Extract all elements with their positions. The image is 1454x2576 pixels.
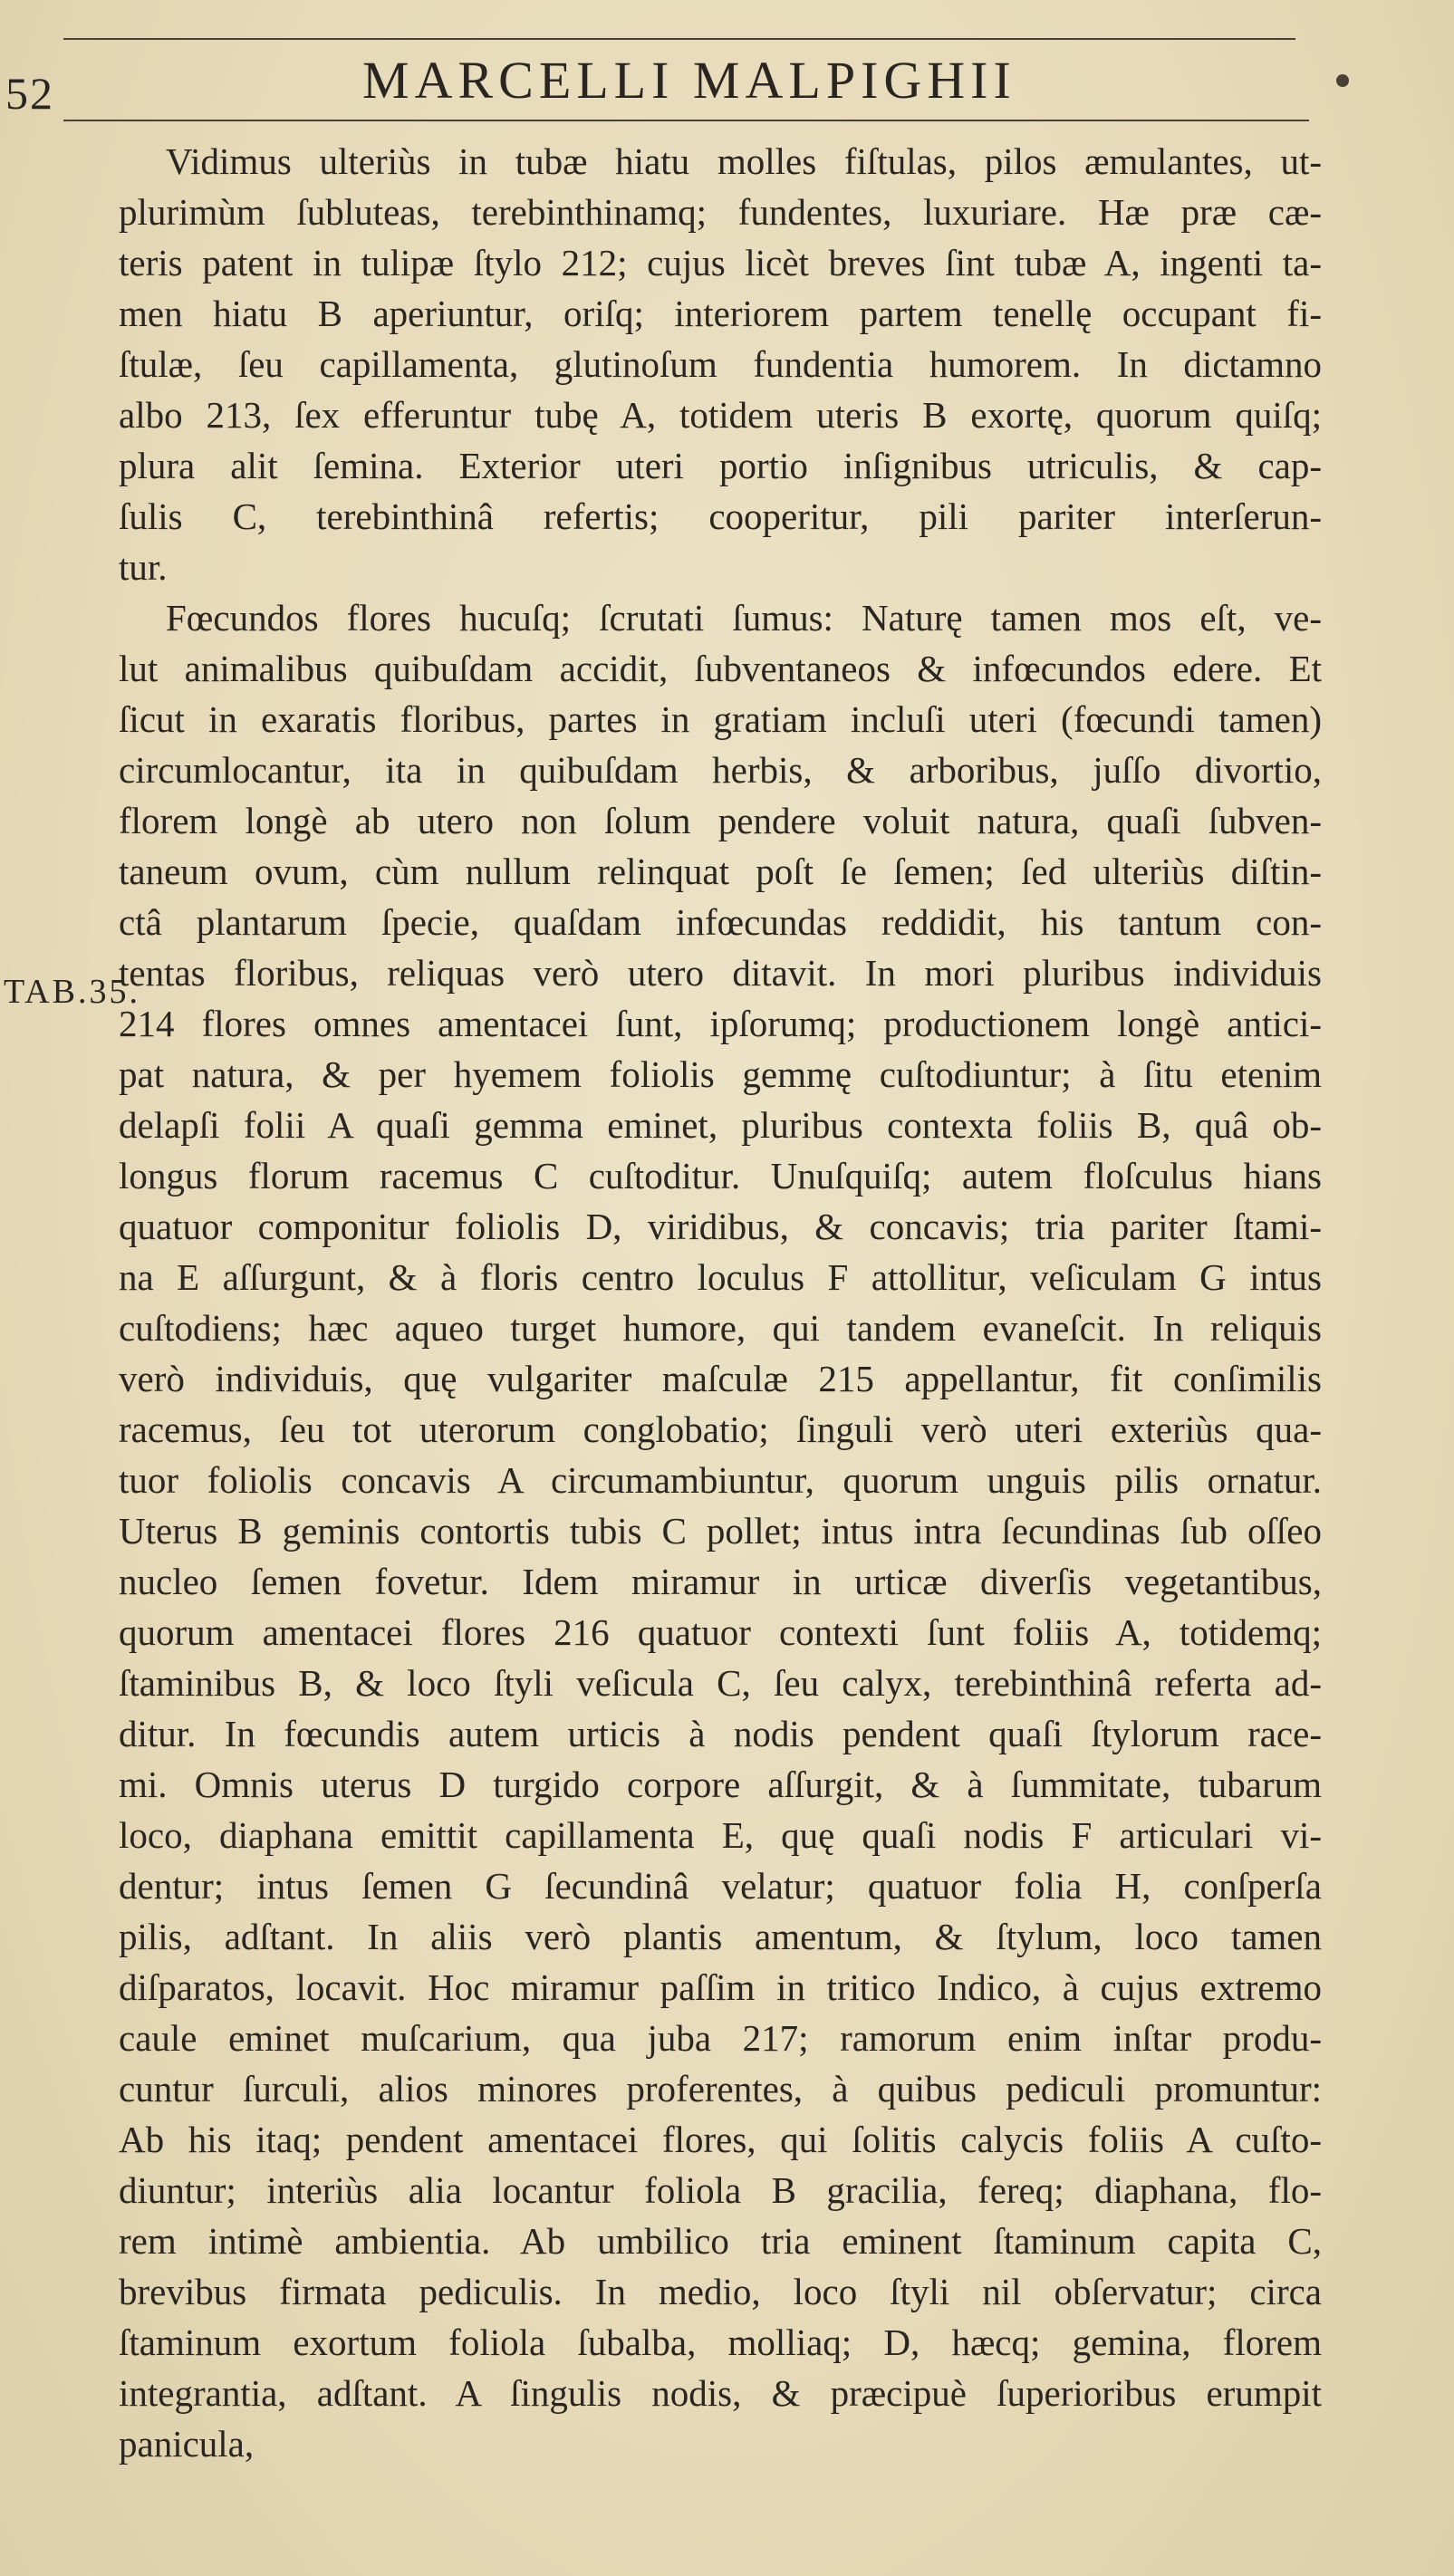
text-line: teris patent in tulipæ ſtylo 212; cujus licèt breves ſint tubæ A, ingenti ta- xyxy=(119,242,1322,284)
text-line: plurimùm ſubluteas, terebinthinamq; fundentes, luxuriare. Hæ præ cæ- xyxy=(119,191,1322,233)
running-head: MARCELLI MALPIGHII xyxy=(362,51,1016,110)
text-line: tuor foliolis concavis A circumambiuntur, quorum unguis pilis ornatur. xyxy=(119,1459,1322,1501)
text-line: delapſi folii A quaſi gemma eminet, pluribus contexta foliis B, quâ ob- xyxy=(119,1104,1322,1146)
text-line: quatuor componitur foliolis D, viridibus, & concavis; tria pariter ſtami- xyxy=(119,1206,1322,1247)
text-line: ſicut in exaratis floribus, partes in gratiam incluſi uteri (fœcundi tamen) xyxy=(119,698,1322,740)
text-line: diſparatos, locavit. Hoc miramur paſſim in tritico Indico, à cujus extremo xyxy=(119,1966,1322,2008)
text-line: cuntur ſurculi, alios minores proferentes, à quibus pediculi promuntur: xyxy=(119,2068,1322,2110)
text-line: ſtaminum exortum foliola ſubalba, molliaq; D, hæcq; gemina, florem xyxy=(119,2321,1322,2363)
text-line: Ab his itaq; pendent amentacei flores, qui ſolitis calycis foliis A cuſto- xyxy=(119,2119,1322,2160)
text-line: ſtulæ, ſeu capillamenta, glutinoſum fundentia humorem. In dictamno xyxy=(119,343,1322,385)
text-line: ctâ plantarum ſpecie, quaſdam infœcundas reddidit, his tantum con- xyxy=(119,901,1322,943)
text-line: mi. Omnis uterus D turgido corpore aſſurgit, & à ſummitate, tubarum xyxy=(119,1764,1322,1805)
text-line: florem longè ab utero non ſolum pendere voluit natura, quaſi ſubven- xyxy=(119,800,1322,841)
text-line: ſulis C, terebinthinâ refertis; cooperitur, pili pariter interſerun- xyxy=(119,495,1322,537)
text-line: na E aſſurgunt, & à floris centro loculus F attollitur, veſiculam G intus xyxy=(119,1256,1322,1298)
text-line: Vidimus ulteriùs in tubæ hiatu molles fiſtulas, pilos æmulantes, ut- xyxy=(166,140,1322,182)
text-line: tentas floribus, reliquas verò utero ditavit. In mori pluribus individuis xyxy=(119,952,1322,994)
text-line: ditur. In fœcundis autem urticis à nodis pendent quaſi ſtylorum race- xyxy=(119,1713,1322,1754)
text-line: Fœcundos flores hucuſq; ſcrutati ſumus: Naturę tamen mos eſt, ve- xyxy=(166,597,1322,639)
text-line: caule eminet muſcarium, qua juba 217; ramorum enim inſtar produ- xyxy=(119,2017,1322,2059)
text-line: longus florum racemus C cuſtoditur. Unuſquiſq; autem floſculus hians xyxy=(119,1155,1322,1197)
text-line: ſtaminibus B, & loco ſtyli veſicula C, ſeu calyx, terebinthinâ referta ad- xyxy=(119,1662,1322,1704)
text-line: quorum amentacei flores 216 quatuor contexti ſunt foliis A, totidemq; xyxy=(119,1611,1322,1653)
text-line: verò individuis, quę vulgariter maſculæ 215 appellantur, fit conſimilis xyxy=(119,1358,1322,1399)
text-line: loco, diaphana emittit capillamenta E, quę quaſi nodis F articulari vi- xyxy=(119,1814,1322,1856)
text-line: diuntur; interiùs alia locantur foliola B gracilia, fereq; diaphana, flo- xyxy=(119,2169,1322,2211)
text-line: circumlocantur, ita in quibuſdam herbis, & arboribus, juſſo divortio, xyxy=(119,749,1322,791)
text-line: Uterus B geminis contortis tubis C pollet; intus intra ſecundinas ſub oſſeo xyxy=(119,1510,1322,1552)
text-line: pilis, adſtant. In aliis verò plantis amentum, & ſtylum, loco tamen xyxy=(119,1916,1322,1957)
text-line: tur. xyxy=(119,546,168,588)
text-line: brevibus firmata pediculis. In medio, loco ſtyli nil obſervatur; circa xyxy=(119,2271,1322,2312)
text-line: pat natura, & per hyemem foliolis gemmę cuſtodiuntur; à ſitu etenim xyxy=(119,1053,1322,1095)
top-rule xyxy=(63,38,1295,40)
text-line: dentur; intus ſemen G ſecundinâ velatur; quatuor folia H, conſperſa xyxy=(119,1865,1322,1907)
text-line: racemus, ſeu tot uterorum conglobatio; ſinguli verò uteri exteriùs qua- xyxy=(119,1408,1322,1450)
text-line: cuſtodiens; hæc aqueo turget humore, qui tandem evaneſcit. In reliquis xyxy=(119,1307,1322,1349)
text-line: nucleo ſemen fovetur. Idem miramur in urticæ diverſis vegetantibus, xyxy=(119,1561,1322,1602)
page-number: 52 xyxy=(5,68,54,119)
text-line: 214 flores omnes amentacei ſunt, ipſorumq; productionem longè antici- xyxy=(119,1003,1322,1044)
margin-note: TAB.35. xyxy=(4,973,140,1011)
ornament-dot xyxy=(1336,74,1349,87)
text-line: taneum ovum, cùm nullum relinquat poſt ſe ſemen; ſed ulteriùs diſtin- xyxy=(119,851,1322,892)
text-line: albo 213, ſex efferuntur tubę A, totidem uteris B exortę, quorum quiſq; xyxy=(119,394,1322,436)
text-line: men hiatu B aperiuntur, oriſq; interiorem partem tenellę occupant fi- xyxy=(119,293,1322,334)
text-line: plura alit ſemina. Exterior uteri portio inſignibus utriculis, & cap- xyxy=(119,445,1322,486)
text-line: lut animalibus quibuſdam accidit, ſubventaneos & infœcundos edere. Et xyxy=(119,648,1322,689)
catchword xyxy=(119,2469,1322,2520)
text-line: integrantia, adſtant. A ſingulis nodis, & præcipuè ſuperioribus erumpit xyxy=(119,2372,1322,2414)
text-line: panicula, xyxy=(119,2423,255,2465)
header-rule xyxy=(63,120,1309,121)
text-line: rem intimè ambientia. Ab umbilico tria eminent ſtaminum capita C, xyxy=(119,2220,1322,2262)
